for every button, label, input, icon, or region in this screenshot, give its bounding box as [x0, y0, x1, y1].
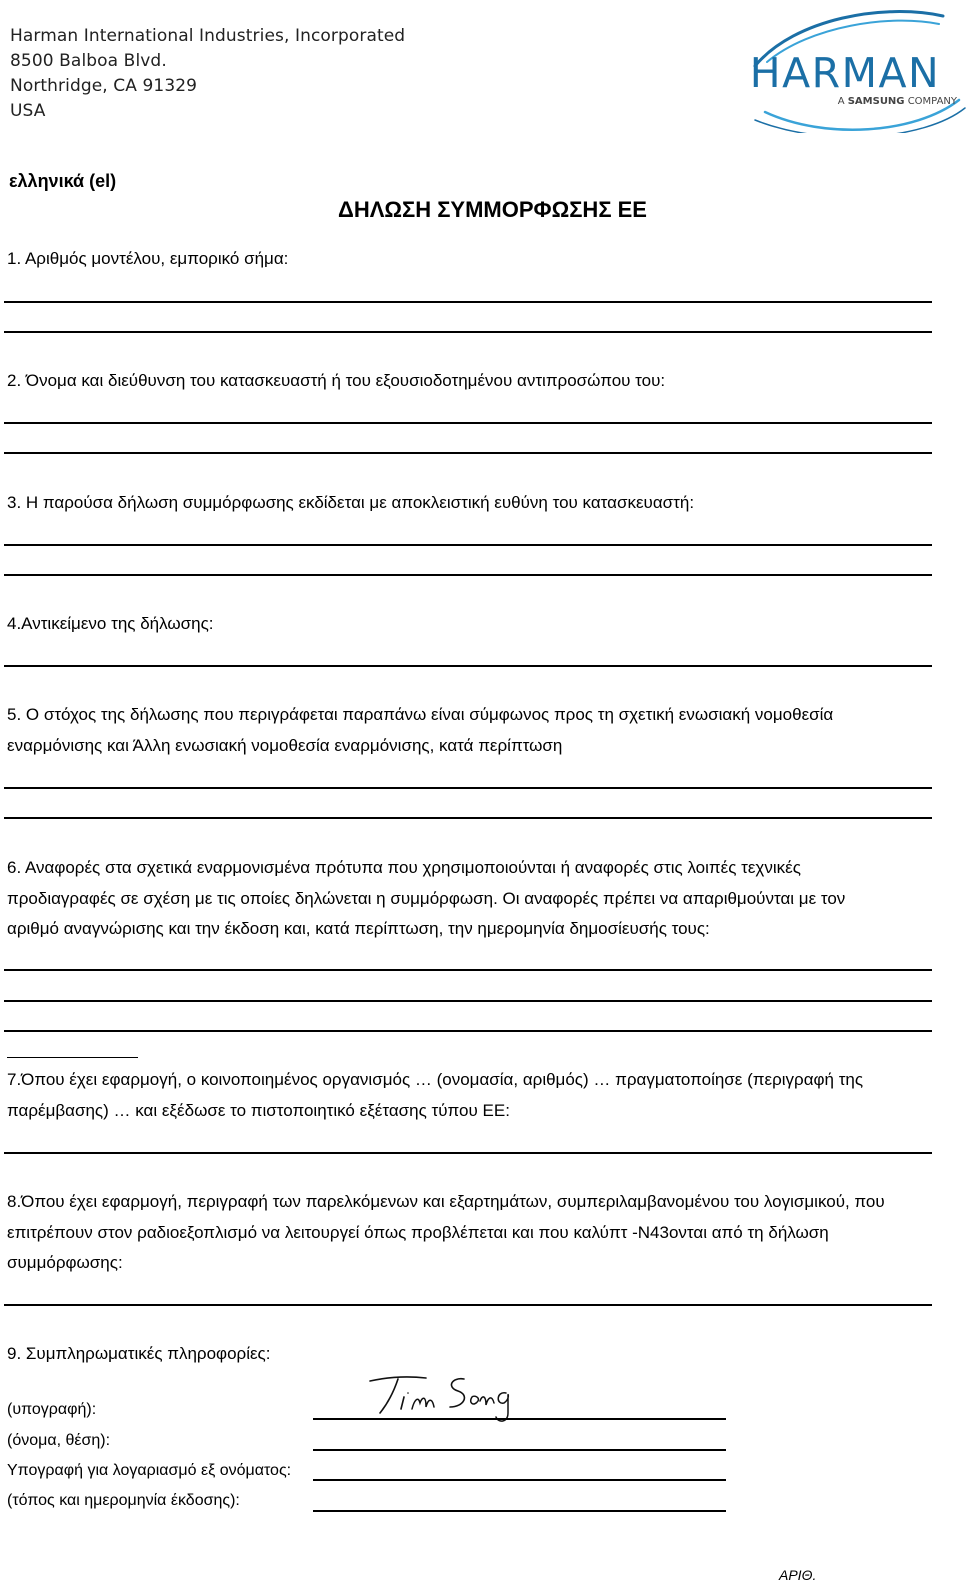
fill-line — [4, 422, 932, 424]
document-title: ΔΗΛΩΣΗ ΣΥΜΜΟΡΦΩΣΗΣ ΕΕ — [338, 197, 647, 222]
fill-line — [4, 1000, 932, 1002]
fill-line — [4, 544, 932, 546]
address-line-city: Northridge, CA 91329 — [10, 76, 198, 96]
logo-wordmark: HARMAN — [749, 49, 941, 97]
fill-line — [4, 817, 932, 819]
fill-line — [4, 1304, 932, 1306]
footer-number-label: ΑΡΙΘ. — [779, 1567, 817, 1583]
item-3: 3. Η παρούσα δήλωση συμμόρφωσης εκδίδεται με αποκλειστική ευθύνη του κατασκευαστή: — [7, 493, 695, 512]
item-1: 1. Αριθμός μοντέλου, εμπορικό σήμα: — [7, 249, 289, 268]
fill-line — [4, 1030, 932, 1032]
logo-tagline: A SAMSUNG COMPANY — [837, 96, 957, 107]
place-date-line — [313, 1510, 726, 1512]
item-9: 9. Συμπληρωματικές πληροφορίες: — [7, 1344, 271, 1363]
item-6: 6. Αναφορές στα σχετικά εναρμονισμένα πρότυπα που χρησιμοποιούνται ή αναφορές στις λοιπές τεχνικές προδιαγραφές σε σχέση με τις οποίες δηλώνεται η συμμόρφωση. Οι αναφορές πρέπει να απαριθμούνται με τον αριθμό αναγνώρισης και την έκδοση και, κατά περίπτωση, την ημερομηνία δημοσίευσής τους: — [7, 858, 846, 938]
address-line-company: Harman International Industries, Incorporated — [10, 26, 406, 46]
fill-line — [4, 452, 932, 454]
harman-logo — [725, 8, 970, 133]
on-behalf-label: Υπογραφή για λογαριασμό εξ ονόματος: — [7, 1462, 292, 1479]
item-2: 2. Όνομα και διεύθυνση του κατασκευαστή ή του εξουσιοδοτημένου αντιπροσώπου του: — [7, 371, 666, 390]
fill-line — [4, 787, 932, 789]
fill-line — [4, 1152, 932, 1154]
name-label: (όνομα, θέση): — [7, 1432, 111, 1449]
on-behalf-line — [313, 1479, 726, 1481]
item-5: 5. Ο στόχος της δήλωσης που περιγράφεται παραπάνω είναι σύμφωνος προς τη σχετική ενωσιακή νομοθεσία εναρμόνισης και Άλλη ενωσιακή νομοθεσία εναρμόνισης, κατά περίπτωση — [7, 705, 834, 755]
fill-line — [4, 574, 932, 576]
fill-line — [4, 301, 932, 303]
fill-line — [4, 969, 932, 971]
fill-line — [4, 665, 932, 667]
address-line-street: 8500 Balboa Blvd. — [10, 51, 167, 71]
separator — [7, 1057, 138, 1058]
item-8: 8.Όπου έχει εφαρμογή, περιγραφή των παρελκόμενων και εξαρτημάτων, συμπεριλαμβανομένου του λογισμικού, που επιτρέπουν στον ραδιοεξοπλισμό να λειτουργεί όπως προβλέπεται και που καλύπτ -N43ονται από τη δήλωση συμμόρφωσης: — [7, 1192, 885, 1272]
language-label: ελληνικά (el) — [9, 171, 117, 191]
item-7: 7.Όπου έχει εφαρμογή, ο κοινοποιημένος οργανισμός … (ονομασία, αριθμός) … πραγματοποίησε (περιγραφή της παρέμβασης) … και εξέδωσε το πιστοποιητικό εξέτασης τύπου ΕΕ: — [7, 1070, 864, 1120]
signature-line — [313, 1418, 726, 1420]
company-address — [10, 24, 405, 124]
address-line-country: USA — [10, 101, 46, 121]
place-date-label: (τόπος και ημερομηνία έκδοσης): — [7, 1492, 240, 1509]
signature-label: (υπογραφή): — [7, 1401, 97, 1418]
item-4: 4.Αντικείμενο της δήλωσης: — [7, 614, 214, 633]
fill-line — [4, 331, 932, 333]
name-line — [313, 1449, 726, 1451]
